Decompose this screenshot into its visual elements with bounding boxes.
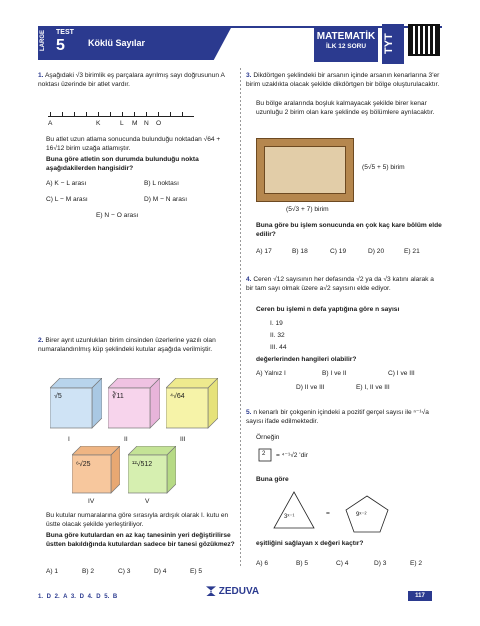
- q4-intro: [246, 276, 442, 293]
- q4-intro-text: Ceren √12 sayısının her defasında √2 ya da √3 katını alarak a bir tam sayı olmak üzere a√2 sayısını elde ediyor.: [246, 276, 434, 292]
- zeduva-logo-icon: [206, 586, 216, 596]
- cube-2: [108, 378, 160, 433]
- qr-code-icon: [408, 24, 440, 56]
- subject-box: [314, 28, 378, 62]
- pentagon-value: 9ˣ⁻²: [356, 512, 367, 518]
- q5-option-b[interactable]: B) 5: [296, 560, 309, 567]
- q3-intro-text: Dikdörtgen şeklindeki bir arsanın içinde arsanın kenarlarına 3'er birim uzaklıkta olacak şekilde dikdörtgen bir bölge oluşturulacaktır.: [246, 72, 440, 88]
- q2-option-a[interactable]: A) 1: [46, 568, 59, 575]
- q5-option-c[interactable]: C) 4: [336, 560, 349, 567]
- test-number: 5: [56, 37, 65, 54]
- q5-intro-text: n kenarlı bir çokgenin içindeki a pozitif gerçel sayısı ile ⁿ⁻¹√a sayısı ifade edilmektedir.: [246, 409, 429, 425]
- column-divider: [240, 68, 241, 568]
- q2-description: Bu kutular numaralarına göre sırasıyla ardışık olarak I. kutu en üstte olacak şekilde yerleştiriliyor.: [46, 512, 229, 528]
- q3-intro: [246, 72, 442, 89]
- q4-item-1: I. 19: [270, 320, 283, 327]
- q5-intro: [246, 409, 442, 426]
- cube-2-label: ∛11: [112, 393, 124, 400]
- q4-option-b[interactable]: B) I ve II: [322, 370, 347, 377]
- q2-number: 2.: [38, 337, 44, 344]
- brand-logo: [206, 585, 259, 598]
- q4-option-d[interactable]: D) II ve III: [296, 384, 325, 391]
- q3-option-e[interactable]: E) 21: [404, 248, 420, 255]
- q3-description: Bu bölge aralarında boşluk kalmayacak şekilde birer kenar uzunluğu 2 birim olan kare şeklinde eş bölümlere ayrılacaktır.: [256, 100, 435, 116]
- point-m: M: [132, 120, 138, 127]
- example-square: [258, 448, 272, 465]
- q5-example-label: Örneğin: [256, 434, 280, 441]
- q1-option-d[interactable]: D) M − N arası: [144, 196, 188, 203]
- q1-option-b[interactable]: B) L noktası: [144, 180, 179, 187]
- triangle-shape: [272, 490, 316, 533]
- point-a: A: [48, 120, 53, 127]
- q5-ask: eşitliğini sağlayan x değeri kaçtır?: [256, 540, 364, 547]
- cube-3-label: ⁴√64: [170, 393, 185, 400]
- q2-option-b[interactable]: B) 2: [82, 568, 95, 575]
- exam-label: TYT: [382, 24, 404, 64]
- q2-intro-text: Birer ayrıt uzunlukları birim cinsinden üzerlerine yazılı olan numaralandırılmış küp şeklindeki kutular aşağıda verilmiştir.: [38, 337, 216, 353]
- cube-5-label: ¹²√512: [132, 461, 153, 468]
- q2-option-c[interactable]: C) 3: [118, 568, 131, 575]
- subtitle-label: İLK 12 SORU: [325, 43, 367, 50]
- cube-2-number: II: [124, 436, 128, 443]
- q4-item-3: III. 44: [270, 344, 287, 351]
- cube-4-number: IV: [88, 498, 95, 505]
- side-length-label: (5√5 + 5) birim: [362, 164, 405, 171]
- large-label: LARGE: [40, 30, 46, 51]
- q2-question: Buna göre kutulardan en az kaç tanesinin yeri değiştirilirse üstten bakıldığında kutulardan sadece bir tanesi gözükmez?: [46, 532, 235, 548]
- q4-ask: değerlerinden hangileri olabilir?: [256, 356, 357, 363]
- cube-1-label: √5: [54, 393, 62, 400]
- land-rectangle: [256, 138, 354, 202]
- page-number: 117: [408, 591, 432, 601]
- q3-option-c[interactable]: C) 19: [330, 248, 347, 255]
- q4-question: Ceren bu işlemi n defa yaptığına göre n sayısı: [256, 306, 400, 313]
- q5-option-e[interactable]: E) 2: [410, 560, 423, 567]
- cube-1-number: I: [68, 436, 70, 443]
- q2-intro: [38, 337, 234, 354]
- q1-description: Bu atlet uzun atlama sonucunda bulunduğu noktadan √64 + 16√12 birim uzağa atlamıştır.: [46, 136, 221, 152]
- test-tab: [38, 26, 80, 60]
- bottom-length-label: (5√3 + 7) birim: [286, 206, 329, 213]
- q4-item-2: II. 32: [270, 332, 285, 339]
- equals-sign: =: [326, 510, 330, 517]
- cube-3-number: III: [180, 436, 186, 443]
- q5-example-result: = ⁴⁻¹√2 'dir: [276, 452, 308, 459]
- q3-number: 3.: [246, 72, 252, 79]
- page-title: Köklü Sayılar: [88, 38, 146, 48]
- test-label: TEST: [56, 29, 74, 36]
- q1-intro: [38, 72, 234, 89]
- point-n: N: [144, 120, 149, 127]
- q5-option-d[interactable]: D) 3: [374, 560, 387, 567]
- q2-option-e[interactable]: E) 5: [190, 568, 203, 575]
- q2-option-d[interactable]: D) 4: [154, 568, 167, 575]
- brand-name: ZEDUVA: [218, 586, 260, 597]
- cube-4-label: ⁶√25: [76, 461, 91, 468]
- cube-5: [128, 446, 176, 497]
- q4-option-c[interactable]: C) I ve III: [388, 370, 415, 377]
- point-o: O: [156, 120, 162, 127]
- q5-option-a[interactable]: A) 6: [256, 560, 269, 567]
- inner-region: [264, 146, 346, 194]
- subject-label: MATEMATİK: [316, 31, 376, 42]
- q1-number: 1.: [38, 72, 44, 79]
- answer-key: 1. D 2. A 3. D 4. D 5. B: [38, 594, 118, 600]
- cube-1: [50, 378, 102, 433]
- q3-option-d[interactable]: D) 20: [368, 248, 385, 255]
- q4-number: 4.: [246, 276, 252, 283]
- point-k: K: [96, 120, 101, 127]
- point-l: L: [120, 120, 124, 127]
- q1-option-a[interactable]: A) K − L arası: [46, 180, 87, 187]
- q3-question: Buna göre bu işlem sonucunda en çok kaç kare bölüm elde edilir?: [256, 222, 442, 238]
- triangle-value: 3ˣ⁻¹: [284, 514, 295, 520]
- q1-option-e[interactable]: E) N − O arası: [96, 212, 139, 219]
- q5-buna-gore: Buna göre: [256, 476, 289, 483]
- q1-question: Buna göre atletin son durumda bulunduğu nokta aşağıdakilerden hangisidir?: [46, 156, 199, 172]
- cube-3: [166, 378, 218, 433]
- q3-option-b[interactable]: B) 18: [292, 248, 308, 255]
- q3-option-a[interactable]: A) 17: [256, 248, 272, 255]
- cube-5-number: V: [145, 498, 150, 505]
- q4-option-e[interactable]: E) I, II ve III: [356, 384, 390, 391]
- q1-intro-text: Aşağıdaki √3 birimlik eş parçalara ayrılmış sayı doğrusunun A noktası üzerinde bir atlet vardır.: [38, 72, 225, 88]
- q4-option-a[interactable]: A) Yalnız I: [256, 370, 286, 377]
- q5-number: 5.: [246, 409, 252, 416]
- example-square-value: 2: [262, 451, 266, 457]
- q1-option-c[interactable]: C) L − M arası: [46, 196, 88, 203]
- pentagon-shape: [344, 494, 390, 537]
- cube-4: [72, 446, 120, 497]
